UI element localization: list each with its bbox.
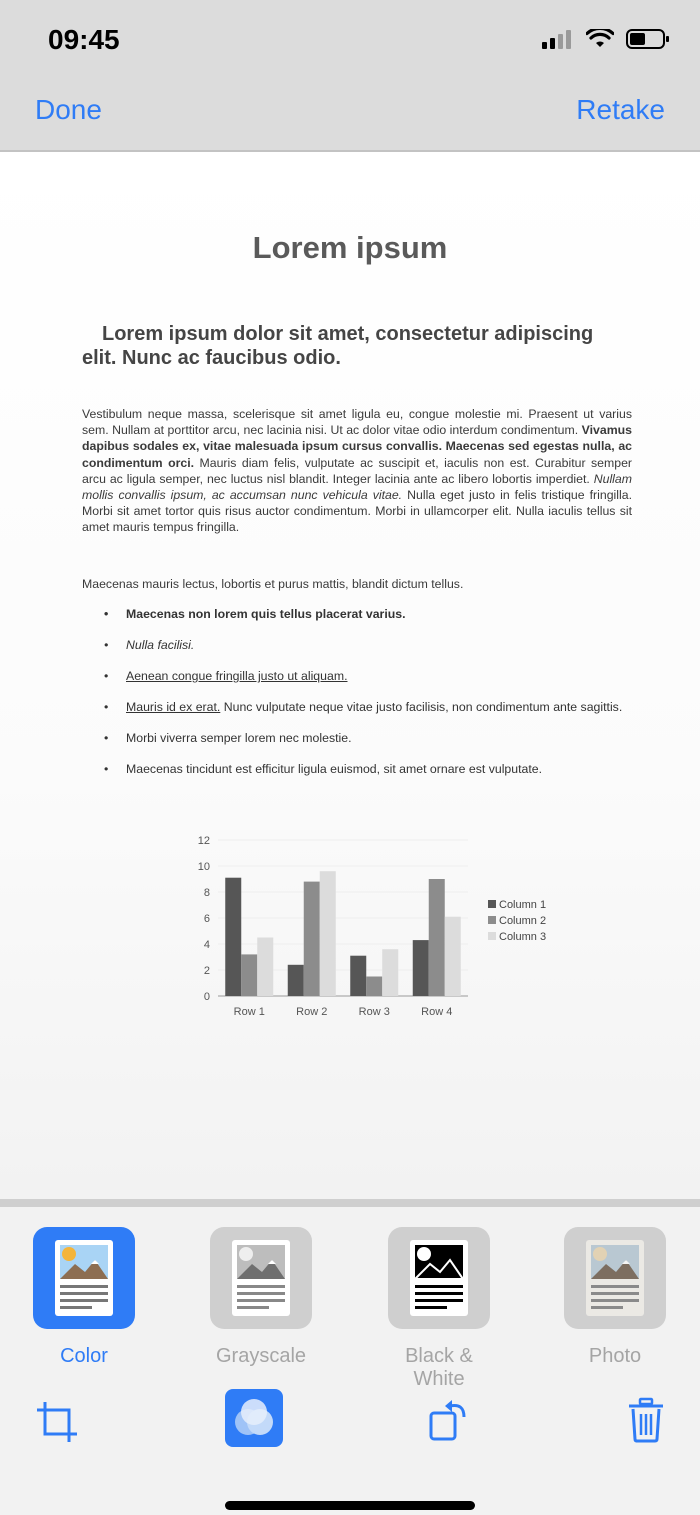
legend-swatch [488, 932, 496, 940]
filter-black-white[interactable] [379, 1227, 499, 1391]
filter-label: Grayscale [215, 1345, 307, 1367]
y-tick-label: 2 [203, 965, 210, 977]
y-tick-label: 12 [197, 835, 210, 847]
legend-swatch [488, 916, 496, 924]
retake-button[interactable]: Retake [576, 94, 665, 125]
list-item-rest: Nunc vulputate neque vitae justo facilisis, non condimentum ante sagittis. [220, 700, 623, 714]
x-tick-label: Row 2 [296, 1006, 328, 1018]
filter-photo-thumbnail [564, 1227, 666, 1329]
para1-bold: Vivamus dapibus sodales ex, vitae malesuada ipsum cursus convallis. Maecenas sed egestas nulla, ac condimentum orci. [82, 423, 632, 470]
para1-text-a: Vestibulum neque massa, scelerisque sit amet ligula eu, congue molestie mi. Praesent ut varius sem. Nullam at porttitor arcu, nec lacinia nisi. Ut ac dolor vitae odio interdum condimentum. [82, 407, 632, 438]
black-white-document-icon [410, 1240, 468, 1316]
battery-icon [626, 28, 670, 50]
x-tick-label: Row 3 [358, 1006, 390, 1018]
bar [350, 956, 366, 996]
legend-label: Column 3 [499, 931, 547, 943]
heading-line-1: Lorem ipsum dolor sit amet, consectetur adipiscing [102, 323, 594, 345]
filter-label: Black & White [405, 1345, 473, 1390]
x-tick-label: Row 1 [233, 1006, 265, 1018]
legend-label: Column 2 [499, 915, 547, 927]
scan-preview [0, 152, 700, 1199]
top-bar [0, 0, 700, 152]
bar [413, 940, 429, 996]
rotate-icon[interactable] [428, 1397, 472, 1443]
filter-label: Photo [588, 1345, 642, 1367]
bar [304, 882, 320, 996]
bar [320, 871, 336, 996]
list-item-link: Mauris id ex erat. [126, 700, 221, 714]
filter-color-thumbnail [33, 1227, 135, 1329]
bar [429, 879, 445, 996]
toolbar [0, 1389, 700, 1459]
filters-button[interactable] [225, 1389, 283, 1447]
paragraph-1 [82, 406, 632, 536]
bar [257, 938, 273, 997]
crop-icon[interactable] [36, 1401, 78, 1443]
filter-label: Color [60, 1345, 108, 1367]
filter-selector [0, 1227, 700, 1390]
color-document-icon [55, 1240, 113, 1316]
list-item: • Maecenas tincidunt est efficitur ligula euismod, sit amet ornare est vulputate. [104, 761, 634, 777]
list-item-link: Aenean congue fringilla justo ut aliquam. [126, 669, 348, 683]
y-tick-label: 6 [203, 913, 210, 925]
filter-photo[interactable] [555, 1227, 675, 1368]
cellular-signal-icon [542, 29, 574, 49]
heading-line-2: elit. Nunc ac faucibus odio. [82, 347, 341, 369]
trash-icon[interactable] [628, 1397, 664, 1443]
scanned-page [0, 152, 700, 1199]
bar-chart [190, 830, 570, 1030]
document-title: Lorem ipsum [252, 230, 448, 265]
list-item: • Nulla facilisi. [104, 637, 634, 653]
bar [241, 954, 257, 996]
para1-italic: Nullam mollis convallis ipsum, ac accumsan nunc vehicula vitae. [82, 471, 632, 503]
list-item: • Maecenas non lorem quis tellus placerat varius. [104, 606, 634, 622]
wifi-icon [586, 29, 614, 49]
x-tick-label: Row 4 [421, 1006, 453, 1018]
bar [366, 977, 382, 997]
bar [445, 917, 461, 996]
para1-text-b: Mauris diam felis, vulputate ac suscipit et, iaculis non est. Curabitur semper arcu ac ligula semper, nec luctus nisl blandit. Integer lacinia ante ac libero lobortis imperdiet. [82, 455, 632, 486]
y-tick-label: 8 [203, 887, 210, 899]
y-tick-label: 0 [203, 991, 210, 1003]
filters-icon [225, 1389, 283, 1447]
y-tick-label: 4 [203, 939, 210, 951]
status-time: 09:45 [48, 24, 120, 55]
list-item [104, 699, 634, 715]
filter-color[interactable] [24, 1227, 144, 1368]
bottom-panel [0, 1199, 700, 1515]
filter-black-white-thumbnail [388, 1227, 490, 1329]
legend-swatch [488, 900, 496, 908]
filter-grayscale-thumbnail [210, 1227, 312, 1329]
bar [225, 878, 241, 996]
bar [288, 965, 304, 996]
grayscale-document-icon [232, 1240, 290, 1316]
list-item: • Morbi viverra semper lorem nec molestie. [104, 730, 634, 746]
para1-text-c: Nulla eget justo in felis tristique fringilla. Morbi sit amet tortor quis risus auctor condimentum. Morbi in ullamcorper elit. Nulla iaculis tellus sit amet mauris tempus fringilla. [82, 488, 632, 535]
document-heading [82, 322, 622, 370]
filter-grayscale[interactable] [201, 1227, 321, 1368]
home-indicator [225, 1501, 475, 1510]
bullet-list [104, 606, 634, 792]
done-button[interactable]: Done [35, 94, 102, 125]
list-item [104, 668, 634, 684]
paragraph-2: Maecenas mauris lectus, lobortis et purus mattis, blandit dictum tellus. [82, 577, 464, 591]
y-tick-label: 10 [197, 861, 210, 873]
photo-document-icon [586, 1240, 644, 1316]
legend-label: Column 1 [499, 899, 547, 911]
bar [382, 949, 398, 996]
status-icons [542, 28, 670, 50]
